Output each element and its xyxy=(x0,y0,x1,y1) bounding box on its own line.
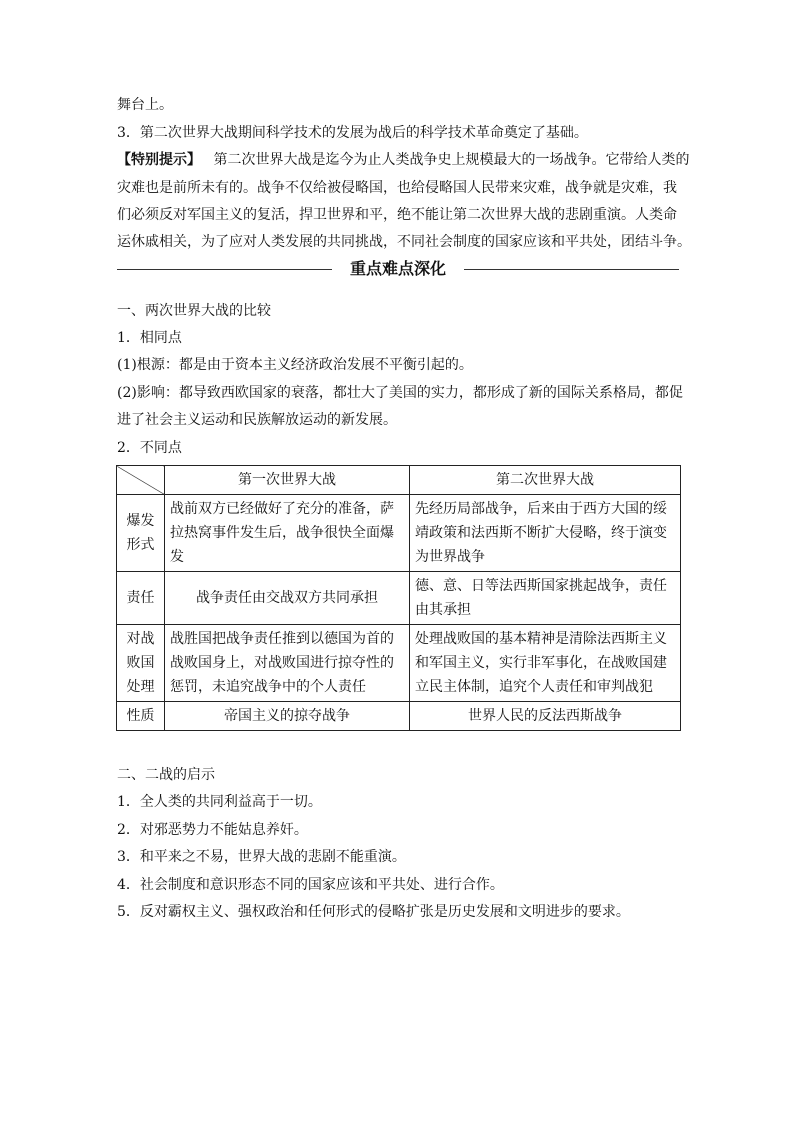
row-label-responsibility: 责任 xyxy=(117,572,165,625)
section-header xyxy=(117,258,679,282)
table-header-wwi: 第一次世界大战 xyxy=(165,466,410,495)
table-row xyxy=(117,495,681,572)
row-label-outbreak: 爆发形式 xyxy=(117,495,165,572)
table-header-wwii: 第二次世界大战 xyxy=(410,466,681,495)
table-header-row xyxy=(117,466,681,495)
intro-line-2: 3．第二次世界大战期间科学技术的发展为战后的科学技术革命奠定了基础。 xyxy=(117,125,588,141)
table-row xyxy=(117,702,681,731)
cell-outbreak-wwi: 战前双方已经做好了充分的准备，萨拉热窝事件发生后，战争很快全面爆发 xyxy=(165,495,410,572)
comparison-table xyxy=(116,465,681,731)
cell-responsibility-wwi: 战争责任由交战双方共同承担 xyxy=(165,572,410,625)
lesson-item-4: 4．社会制度和意识形态不同的国家应该和平共处、进行合作。 xyxy=(117,877,504,893)
part1-heading: 一、两次世界大战的比较 xyxy=(117,303,271,319)
intro-line-1: 舞台上。 xyxy=(117,97,173,113)
cell-outbreak-wwii: 先经历局部战争，后来由于西方大国的绥靖政策和法西斯不断扩大侵略，终于演变为世界战争 xyxy=(410,495,681,572)
special-tip-line-3: 们必须反对军国主义的复活，捍卫世界和平，绝不能让第二次世界大战的悲剧重演。人类命 xyxy=(117,207,677,223)
same-points-heading: 1．相同点 xyxy=(117,330,182,346)
lesson-item-5: 5．反对霸权主义、强权政治和任何形式的侵略扩张是历史发展和文明进步的要求。 xyxy=(117,904,630,920)
row-label-nature: 性质 xyxy=(117,702,165,731)
cell-treatment-wwi: 战胜国把战争责任推到以德国为首的战败国身上，对战败国进行掠夺性的惩罚，未追究战争中的个人责任 xyxy=(165,625,410,702)
cell-treatment-wwii: 处理战败国的基本精神是清除法西斯主义和军国主义，实行非军事化，在战败国建立民主体制，追究个人责任和审判战犯 xyxy=(410,625,681,702)
table-row xyxy=(117,625,681,702)
diff-points-heading: 2．不同点 xyxy=(117,440,182,456)
lesson-item-2: 2．对邪恶势力不能姑息养奸。 xyxy=(117,822,308,838)
special-tip-text-1: 第二次世界大战是迄今为止人类战争史上规模最大的一场战争。它带给人类的 xyxy=(213,152,690,168)
table-corner-cell xyxy=(117,466,165,495)
table-row xyxy=(117,572,681,625)
section-title xyxy=(117,258,679,280)
same-point-impact-2: 进了社会主义运动和民族解放运动的新发展。 xyxy=(117,412,397,428)
cell-nature-wwi: 帝国主义的掠夺战争 xyxy=(165,702,410,731)
special-tip-line-4: 运休戚相关，为了应对人类发展的共同挑战，不同社会制度的国家应该和平共处，团结斗争。 xyxy=(117,234,691,250)
special-tip-line-1 xyxy=(117,151,690,169)
section-title-text: 重点难点深化 xyxy=(342,259,454,278)
row-label-defeated-treatment: 对战败国处理 xyxy=(117,625,165,702)
part2-heading: 二、二战的启示 xyxy=(117,767,215,783)
same-point-impact-1: (2)影响：都导致西欧国家的衰落，都壮大了美国的实力，都形成了新的国际关系格局，都促 xyxy=(117,385,683,401)
cell-nature-wwii: 世界人民的反法西斯战争 xyxy=(410,702,681,731)
lesson-item-3: 3．和平来之不易，世界大战的悲剧不能重演。 xyxy=(117,849,406,865)
same-point-root: (1)根源：都是由于资本主义经济政治发展不平衡引起的。 xyxy=(117,357,473,373)
lesson-item-1: 1．全人类的共同利益高于一切。 xyxy=(117,794,322,810)
cell-responsibility-wwii: 德、意、日等法西斯国家挑起战争，责任由其承担 xyxy=(410,572,681,625)
special-tip-label: 【特别提示】 xyxy=(117,152,201,168)
special-tip-line-2: 灾难也是前所未有的。战争不仅给被侵略国，也给侵略国人民带来灾难，战争就是灾难，我 xyxy=(117,180,677,196)
